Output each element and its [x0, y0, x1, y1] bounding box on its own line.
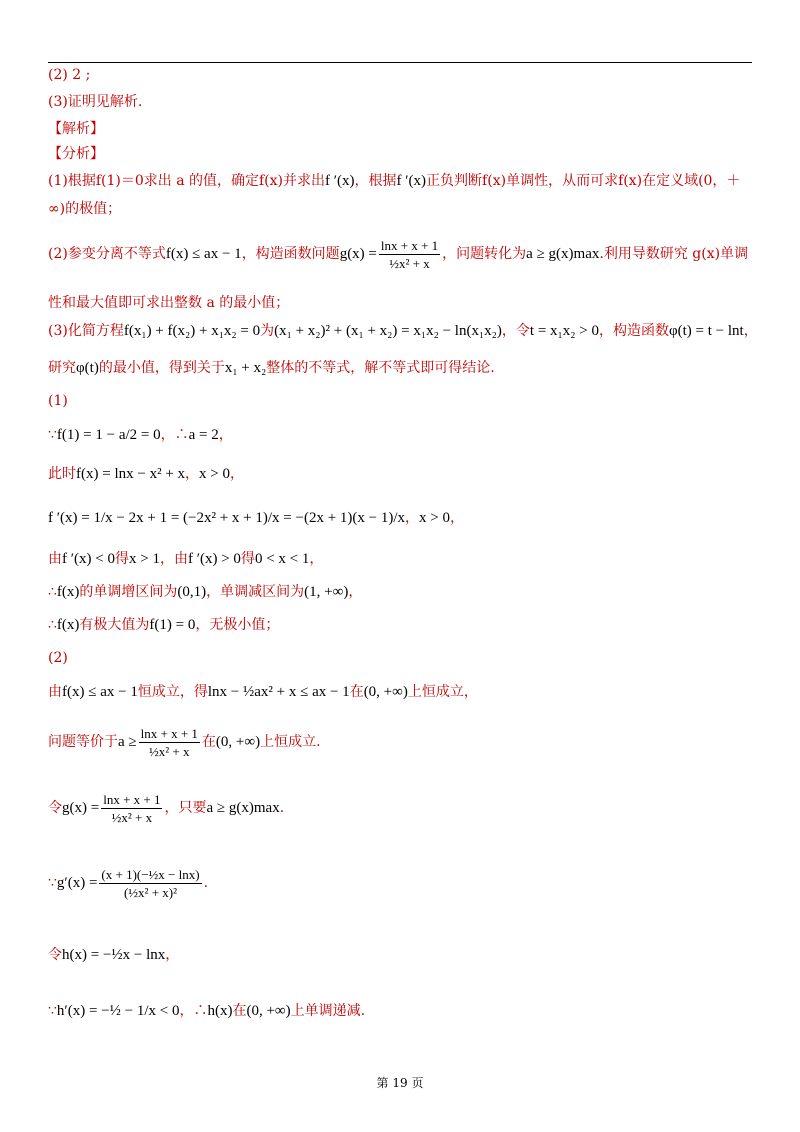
analysis-part2: (2)参变分离不等式f(x) ≤ ax − 1，构造函数问题g(x) = $\frac{\ln x + x + 1}{\text{½x² + x}}$ ，问题转化为a ≥ g(x)max.利用导数研究 g(x)单调: [48, 237, 749, 271]
solution-2-step1: 由f(x) ≤ ax − 1恒成立，得lnx − ½ax² + x ≤ ax − 1在(0, +∞)上恒成立，: [48, 684, 478, 700]
solution-1-step1: ∵f(1) = 1 − a/2 = 0，∴a = 2，: [48, 427, 233, 443]
solution-2-label: (2): [48, 650, 68, 666]
solution-1-extremum: ∴f(x)有极大值为f(1) = 0，无极小值；: [48, 617, 280, 633]
fenxi-heading: 【分析】: [48, 146, 104, 162]
solution-1-intervals: ∴f(x)的单调增区间为(0,1)，单调减区间为(1, +∞)，: [48, 584, 363, 600]
analysis-heading: 【解析】: [48, 121, 104, 137]
answer-3: (3)证明见解析.: [48, 94, 143, 110]
solution-2-step5: ∵h′(x) = −½ − 1/x < 0，∴h(x)在(0, +∞)上单调递减.: [48, 1003, 366, 1019]
analysis-part1-cont: ∞)的极值；: [48, 201, 122, 217]
solution-1-step2: 此时f(x) = lnx − x² + x，x > 0，: [48, 466, 244, 482]
solution-1-sign: 由f ′(x) < 0得x > 1，由f ′(x) > 0得0 < x < 1，: [48, 551, 324, 567]
analysis-part3: (3)化简方程f(x₁) + f(x₂) + x₁x₂ = 0为(x₁ + x₂)² + (x₁ + x₂) = x₁x₂ − ln(x₁x₂)，令t = x₁x₂ > 0，构造函数φ(t) = t − lnt，: [48, 323, 758, 339]
solution-2-step2: 问题等价于a ≥ $\frac{\ln x + x + 1}{\text{½x² + x}}$ 在(0, +∞)上恒成立.: [48, 725, 321, 759]
solution-2-derivative: ∵g′(x) = $\frac{\text{(x + 1)(−½x − lnx)}}{\text{(½x² + x)²}}$ .: [48, 866, 209, 900]
answer-2: (2) 2 ;: [48, 67, 91, 83]
analysis-part1: (1)根据f(1)＝0求出 a 的值，确定f(x)并求出f ′(x)，根据f ′(x)正负判断f(x)单调性，从而可求f(x)在定义域(0，＋: [48, 173, 741, 189]
analysis-part3-cont: 研究φ(t)的最小值，得到关于x₁ + x₂整体的不等式，解不等式即可得结论.: [48, 360, 495, 376]
page-number: 第 19 页: [376, 1076, 424, 1090]
solution-2-step3: 令g(x) = $\frac{\ln x + x + 1}{\text{½x² + x}}$ ，只要a ≥ g(x)max.: [48, 791, 285, 825]
solution-2-step4: 令h(x) = −½x − lnx，: [48, 947, 180, 963]
analysis-part2-cont: 性和最大值即可求出整数 a 的最小值；: [48, 295, 290, 311]
solution-1-derivative: f ′(x) = 1/x − 2x + 1 = (−2x² + x + 1)/x = −(2x + 1)(x − 1)/x，x > 0，: [48, 510, 465, 526]
header-rule: [48, 62, 752, 63]
solution-1-label: (1): [48, 393, 68, 409]
